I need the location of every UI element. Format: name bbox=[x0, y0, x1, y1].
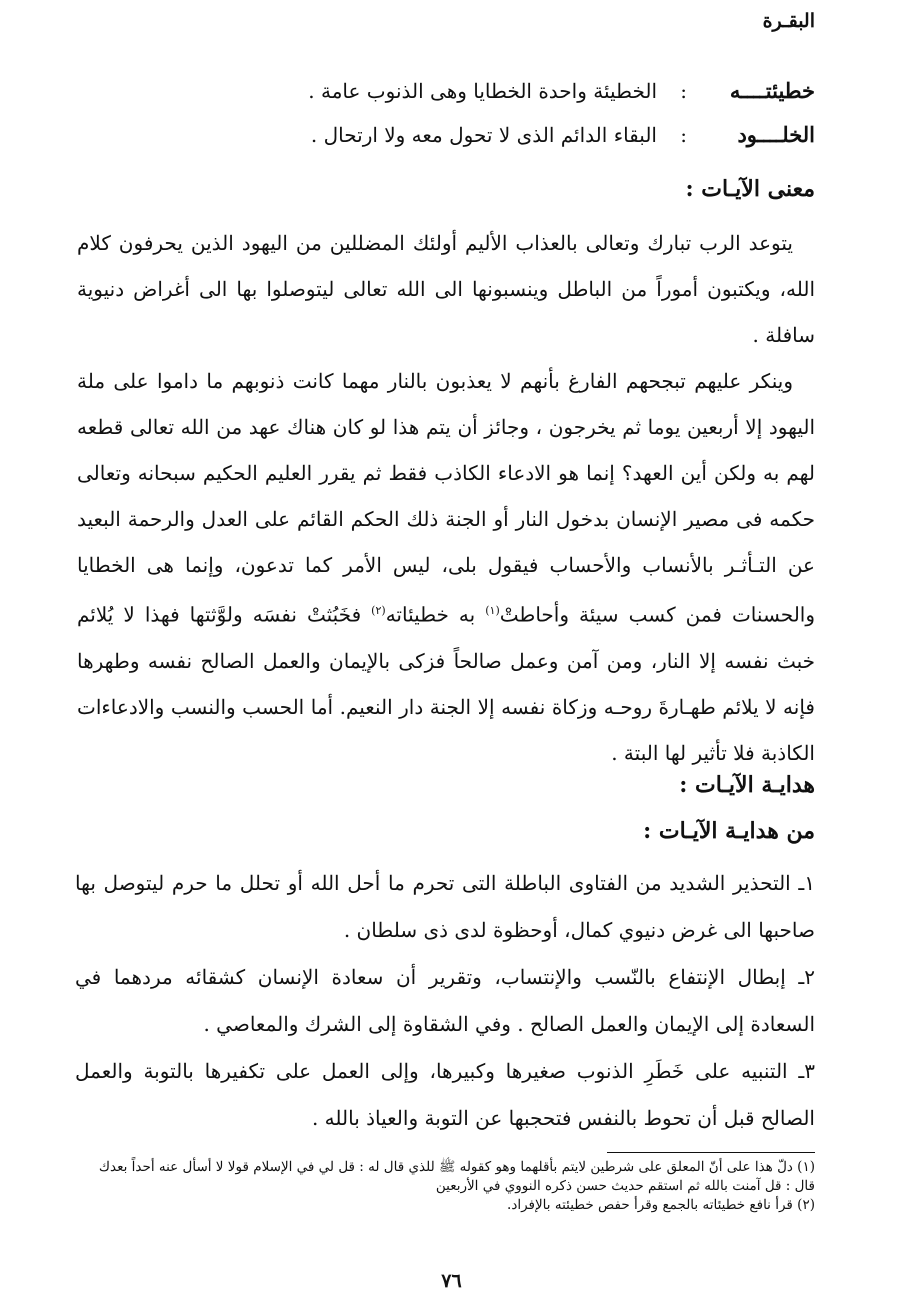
footnote-marker-1: (١) bbox=[485, 604, 500, 617]
footnote-1: (١) دلّ هذا على أنّ المعلق على شرطين لايتم بأقلهما وهو كقوله ﷺ للذي قال له : قل لي في الإسلام قولا لا أسأل عنه أحداً بعدك قال : قل آمنت بالله ثم استقم حديث حسن ذكره النووي في الأربعين bbox=[98, 1159, 815, 1194]
definition-row bbox=[75, 78, 815, 122]
running-head: البقـرة bbox=[762, 10, 815, 32]
meaning-paragraph-2 bbox=[77, 358, 815, 776]
definition-text: البقاء الدائم الذى لا تحول معه ولا ارتحال . bbox=[310, 123, 657, 147]
definition-term: خطيئتــــه bbox=[729, 78, 815, 103]
meaning-paragraph-1: يتوعد الرب تبارك وتعالى بالعذاب الأليم أولئك المضللين من اليهود الذين يحرفون كلام الله، ويكتبون أموراً من الباطل وينسبونها الى الله تعالى ليتوصلوا بها الى أغراض دنيوية سافلة . bbox=[77, 231, 815, 347]
definition-text: الخطيئة واحدة الخطايا وهى الذنوب عامة . bbox=[308, 79, 657, 103]
guidance-item-1: ١ـ التحذير الشديد من الفتاوى الباطلة التى تحرم ما أحل الله أو تحلل ما حرم ليتوصل بها صاحبها الى غرض دنيوي كمال، أوحظوة لدى ذى سلطان . bbox=[75, 871, 815, 942]
page-number: ٧٦ bbox=[441, 1270, 462, 1292]
definition-term: الخلــــود bbox=[737, 122, 815, 147]
guidance-item-2: ٢ـ إبطال الإنتفاع بالنّسب والإنتساب، وتقرير أن سعادة الإنسان كشقائه مردهما في السعادة إلى الإيمان والعمل الصالح . وفي الشقاوة إلى الشرك والمعاصي . bbox=[75, 965, 815, 1036]
guidance-heading: هدايـة الآيـات : bbox=[679, 772, 815, 798]
paragraph-text: فخَبُثتْ نفسَه ولوَّثتها فهذا لا يُلائم خبث نفسه إلا النار، ومن آمن وعمل صالحاً فزكى بالإيمان والعمل الصالح نفسه وطهرها فإنه لا يلائم طهـارةَ روحـه وزكاة نفسه إلا الجنة دار النعيم. أما الحسب والنسب والادعاءات الكاذبة فلا تأثير لها البتة . bbox=[77, 602, 815, 765]
paragraph-text: وينكر عليهم تبجحهم الفارغ بأنهم لا يعذبون بالنار مهما كانت ذنوبهم ما داموا على ملة اليهود إلا أربعين يوما ثم يخرجون ، وجائز أن يتم هذا لو كان هناك عهد من الله تعالى قطعه لهم به ولكن أين العهد؟ إنما هو الادعاء الكاذب فقط ثم يقرر العليم الحكيم سبحانه وتعالى حكمه فى مصير الإنسان بدخول النار أو الجنة ذلك الحكم القائم على العدل والرحمة البعيد عن التـأثـر بالأنساب والأحساب فيقول بلى، ليس الأمر كما تدعون، وإنما هى الخطايا والحسنات فمن كسب سيئة وأحاطتْ bbox=[77, 369, 816, 627]
footnotes bbox=[75, 1158, 815, 1215]
guidance-item-3: ٣ـ التنبيه على خَطَرِ الذنوب صغيرها وكبيرها، وإلى العمل على تكفيرها بالتوبة والعمل الصالح قبل أن تحوط بالنفس فتحجبها عن التوبة والعياذ بالله . bbox=[75, 1059, 815, 1130]
guidance-subheading: من هدايـة الآيـات : bbox=[643, 818, 815, 844]
definitions-list bbox=[75, 78, 815, 166]
definition-colon: : bbox=[680, 123, 687, 147]
footnote-marker-2: (٢) bbox=[371, 604, 386, 617]
footnote-2: (٢) قرأ نافع خطيئاته بالجمع وقرأ حفص خطيئته بالإفراد. bbox=[507, 1197, 815, 1213]
meaning-heading: معنى الآيـات : bbox=[685, 176, 815, 202]
definition-row bbox=[75, 122, 815, 166]
definition-colon: : bbox=[680, 79, 687, 103]
paragraph-text: به خطيئاته bbox=[385, 602, 486, 627]
footnote-divider bbox=[607, 1152, 815, 1153]
